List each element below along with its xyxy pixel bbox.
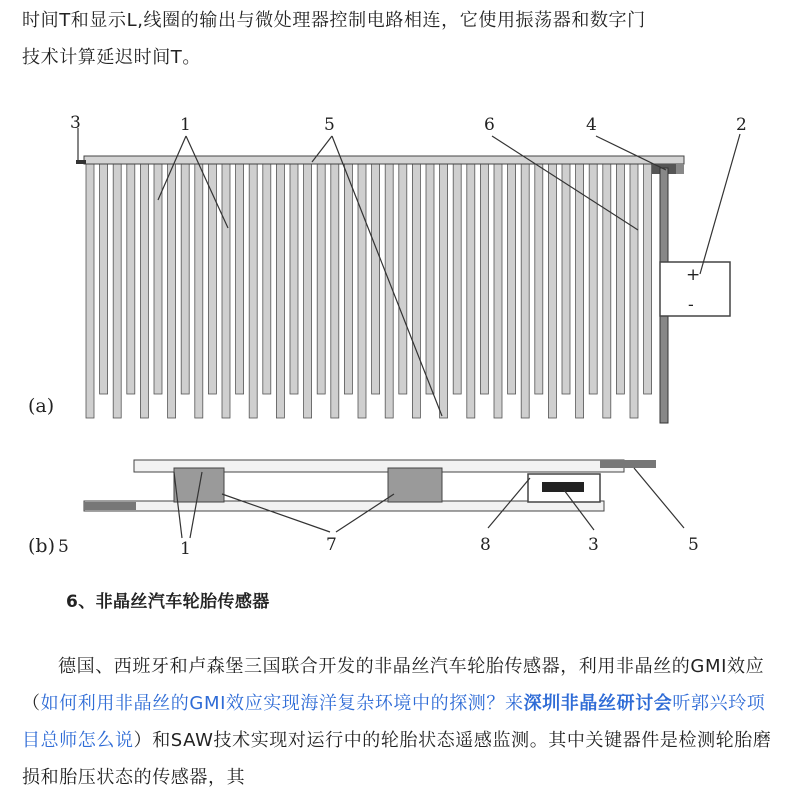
callout-b-8: 8 <box>480 535 491 555</box>
paragraph-text-end: ）和SAW技术实现对运行中的轮胎状态遥感监测。其中关键器件是检测轮胎磨损和胎压状态的传感器，其 <box>22 730 772 788</box>
wire-strip <box>562 164 570 394</box>
wire-strip <box>508 164 516 394</box>
wire-strip <box>195 164 203 418</box>
wire-strip <box>263 164 271 394</box>
wire-strip <box>521 164 529 418</box>
wire-strip <box>630 164 638 418</box>
wire-strip <box>113 164 121 418</box>
wire-strip <box>344 164 352 394</box>
callout-a-2: 2 <box>736 115 747 135</box>
wire-strip <box>480 164 488 394</box>
wire-strip <box>589 164 597 394</box>
wire-strip <box>603 164 611 418</box>
wire-strip <box>154 164 162 394</box>
wire-strip <box>304 164 312 418</box>
callout-b-5-right: 5 <box>688 535 699 555</box>
wire-strip <box>249 164 257 418</box>
intro-line-2: 技术计算延迟时间T。 <box>22 47 201 68</box>
wire-strip <box>385 164 393 418</box>
wire-strip <box>494 164 502 418</box>
wire-strip <box>399 164 407 394</box>
chip <box>542 482 584 492</box>
wire-strip <box>440 164 448 418</box>
wire-strip <box>358 164 366 418</box>
expert-talk-link[interactable]: 听郭兴玲项目总师怎么说 <box>22 693 766 751</box>
callout-b-1: 1 <box>180 539 191 559</box>
wire-strip <box>127 164 135 394</box>
callout-a-5: 5 <box>324 115 335 135</box>
battery-plus: + <box>686 265 701 285</box>
body-paragraph <box>22 648 772 796</box>
wire-strip <box>276 164 284 418</box>
panel-b-label: (b) <box>28 535 55 557</box>
left-electrode <box>84 502 136 510</box>
paragraph-text-start: 德国、西班牙和卢森堡三国联合开发的非晶丝汽车轮胎传感器，利用非晶丝的GMI效应（ <box>22 656 765 714</box>
panel-a-label: (a) <box>28 395 55 417</box>
shenzhen-seminar-link[interactable]: 深圳非晶丝研讨会 <box>523 693 673 714</box>
wire-strip <box>168 164 176 418</box>
gmi-link[interactable]: 如何利用非晶丝的GMI效应实现海洋复杂环境中的探测？来 <box>40 693 524 714</box>
wire-strip <box>140 164 148 418</box>
amorphous-wire-strips <box>86 164 652 418</box>
wire-strip <box>222 164 230 418</box>
sensing-coil-right <box>388 468 442 502</box>
wire-strip <box>100 164 108 394</box>
wire-strip <box>576 164 584 418</box>
right-electrode <box>600 460 656 468</box>
wire-strip <box>426 164 434 394</box>
sensor-diagram <box>24 98 764 560</box>
wire-strip <box>548 164 556 418</box>
wire-strip <box>412 164 420 418</box>
wire-strip <box>467 164 475 418</box>
sensor-figure <box>24 98 764 560</box>
wire-strip <box>644 164 652 394</box>
wire-strip <box>236 164 244 394</box>
intro-line-1: 时间T和显示L,线圈的输出与微处理器控制电路相连，它使用振荡器和数字门 <box>22 10 646 31</box>
callout-b-5-left: 5 <box>58 537 69 557</box>
callout-a-3: 3 <box>70 113 81 133</box>
section-heading: 6、非晶丝汽车轮胎传感器 <box>66 592 270 612</box>
wire-strip <box>86 164 94 418</box>
callout-a-6: 6 <box>484 115 495 135</box>
bottom-substrate <box>84 501 604 511</box>
wire-strip <box>290 164 298 394</box>
wire-strip <box>535 164 543 394</box>
wire-strip <box>372 164 380 394</box>
battery-minus: - <box>688 295 694 315</box>
callout-b-7: 7 <box>326 535 337 555</box>
wire-strip <box>616 164 624 394</box>
wire-strip <box>453 164 461 394</box>
left-terminal <box>76 160 86 164</box>
callout-a-4: 4 <box>586 115 597 135</box>
wire-strip <box>317 164 325 394</box>
sensing-coil-left <box>174 468 224 502</box>
intro-paragraph <box>22 2 772 76</box>
callout-a-1: 1 <box>180 115 191 135</box>
wire-strip <box>181 164 189 394</box>
wire-strip <box>331 164 339 418</box>
wire-strip <box>208 164 216 394</box>
callout-b-3: 3 <box>588 535 599 555</box>
